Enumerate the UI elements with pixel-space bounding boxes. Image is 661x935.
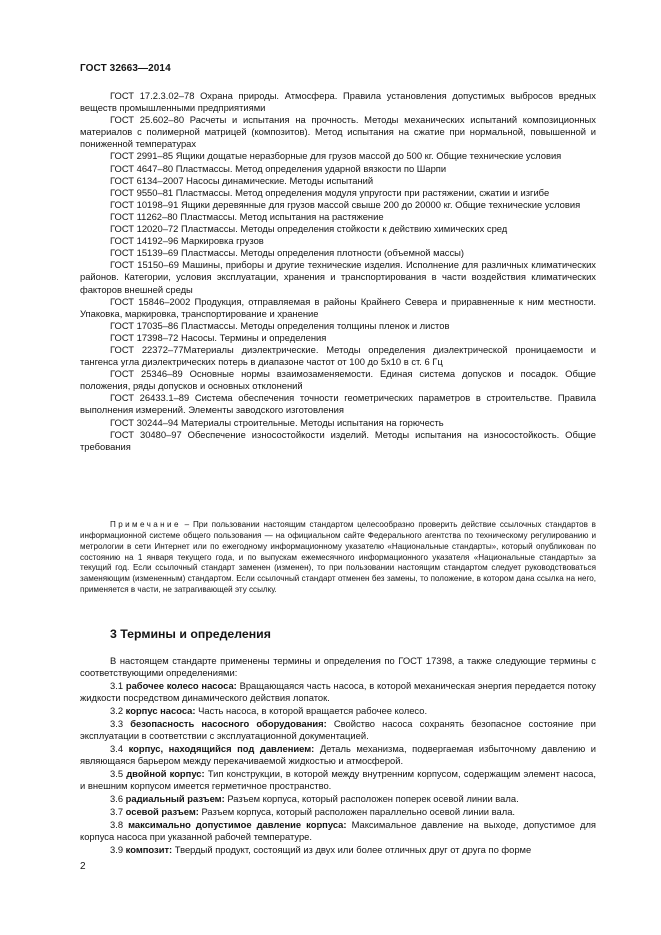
reference-item: ГОСТ 30480–97 Обеспечение износостойкости изделий. Методы испытания на износостойкость. Общие требования [80, 428, 596, 452]
term-number: 3.7 [110, 806, 124, 818]
reference-item: ГОСТ 25346–89 Основные нормы взаимозаменяемости. Единая система допусков и посадок. Общие положения, ряды допусков и основных отклонений [80, 368, 596, 392]
term-number: 3.5 [110, 768, 124, 780]
normative-references [80, 90, 596, 453]
term-number: 3.2 [110, 705, 124, 717]
reference-item: ГОСТ 17.2.3.02–78 Охрана природы. Атмосфера. Правила установления допустимых выбросов вредных веществ промышленными предприятиями [80, 90, 596, 114]
term-item [80, 793, 596, 805]
term-item [80, 680, 596, 704]
reference-item: ГОСТ 26433.1–89 Система обеспечения точности геометрических параметров в строительстве. Правила выполнения измерений. Элементы заводского изготовления [80, 392, 596, 416]
term-name: композит: [125, 844, 173, 856]
term-number: 3.9 [110, 844, 124, 856]
term-name: рабочее колесо насоса: [125, 680, 237, 692]
reference-item: ГОСТ 12020–72 Пластмассы. Методы определения стойкости к действию химических сред [110, 223, 508, 235]
terms-list [80, 655, 596, 857]
reference-item: ГОСТ 9550–81 Пластмассы. Метод определения модуля упругости при растяжении, сжатии и изгибе [110, 186, 550, 198]
term-item [80, 806, 596, 818]
term-number: 3.6 [110, 793, 124, 805]
term-item [80, 743, 596, 767]
term-name: осевой разъем: [125, 806, 199, 818]
term-name: радиальный разъем: [125, 793, 225, 805]
term-name: безопасность насосного оборудования: [130, 718, 327, 730]
note-text: – При пользовании настоящим стандартом целесообразно проверить действие ссылочных стандартов в информационной системе общего пользования — на официальном сайте Федерального агентства по техническому регулированию и метрологии в сети Интернет или по ежегодному информационному указателю «Национальные стандарты», который опубликован по состоянию на 1 января текущего года, и по выпускам ежемесячного информационного указателя «Национальные стандарты» за текущий год. Если ссылочный стандарт заменен (изменен), то при пользовании настоящим стандартом следует руководствоваться заменяющим (измененным) стандартом. Если ссылочный стандарт отменен без замены, то положение, в котором дана ссылка на него, применяется в части, не затрагивающей эту ссылку. [80, 520, 596, 595]
term-item [80, 819, 596, 843]
term-number: 3.4 [110, 743, 124, 755]
term-definition: Максимальное давление на выходе, допустимое для корпуса насоса при указанной рабочей температуре. [80, 819, 596, 843]
reference-item: ГОСТ 4647–80 Пластмассы. Метод определения ударной вязкости по Шарпи [110, 162, 447, 174]
reference-item: ГОСТ 15139–69 Пластмассы. Методы определения плотности (объемной массы) [110, 247, 465, 259]
note-block [80, 520, 596, 596]
term-definition: Вращающаяся часть насоса, в которой механическая энергия передается потоку жидкости посредством динамического действия лопаток. [80, 680, 596, 704]
reference-item: ГОСТ 17398–72 Насосы. Термины и определения [110, 331, 327, 343]
reference-item: ГОСТ 25.602–80 Расчеты и испытания на прочность. Методы механических испытаний композиционных материалов с полимерной матрицей (композитов). Метод испытания на сжатие при нормальной, повышенной и пониженной температурах [80, 114, 596, 150]
term-definition: Разъем корпуса, который расположен поперек осевой линии вала. [224, 793, 519, 805]
term-name: максимально допустимое давление корпуса: [128, 819, 347, 831]
term-item [80, 768, 596, 792]
reference-item: ГОСТ 14192–96 Маркировка грузов [110, 235, 264, 247]
note-paragraph [80, 520, 596, 596]
term-name: корпус насоса: [125, 705, 196, 717]
term-item [80, 844, 596, 856]
page-number: 2 [80, 861, 86, 872]
reference-item: ГОСТ 22372–77Материалы диэлектрические. Методы определения диэлектрической проницаемости и тангенса угла диэлектрических потерь в диапазоне частот от 100 до 5х10 в ст. 6 Гц [80, 343, 596, 368]
reference-item: ГОСТ 6134–2007 Насосы динамические. Методы испытаний [110, 174, 374, 186]
reference-item: ГОСТ 10198–91 Ящики деревянные для грузов массой свыше 200 до 20000 кг. Общие технические условия [110, 198, 581, 210]
document-header: ГОСТ 32663—2014 [80, 63, 171, 74]
term-number: 3.3 [110, 718, 124, 730]
section-intro: В настоящем стандарте применены термины и определения по ГОСТ 17398, а также следующие термины с соответствующими определениями: [80, 655, 596, 679]
reference-item: ГОСТ 17035–86 Пластмассы. Методы определения толщины пленок и листов [110, 319, 450, 331]
reference-item: ГОСТ 30244–94 Материалы строительные. Методы испытания на горючесть [110, 416, 444, 428]
term-number: 3.1 [110, 680, 124, 692]
term-definition: Разъем корпуса, который расположен параллельно осевой линии вала. [198, 806, 516, 818]
term-item [80, 705, 596, 717]
section-title: 3 Термины и определения [110, 627, 271, 641]
term-definition: Часть насоса, в которой вращается рабочее колесо. [195, 705, 428, 717]
reference-item: ГОСТ 15846–2002 Продукция, отправляемая в районы Крайнего Севера и приравненные к ним местности. Упаковка, маркировка, транспортирование и хранение [80, 295, 596, 319]
term-definition: Деталь механизма, подвергаемая избыточному давлению и являющаяся барьером между перекачиваемой жидкостью и атмосферой. [80, 743, 596, 767]
term-definition: Свойство насоса сохранять безопасное состояние при эксплуатации в соответствии с эксплуатационной документацией. [80, 718, 596, 742]
reference-item: ГОСТ 11262–80 Пластмассы. Метод испытания на растяжение [110, 210, 384, 222]
term-definition: Твердый продукт, состоящий из двух или более отличных друг от друга по форме [172, 844, 532, 856]
note-label: Примечание [110, 520, 181, 529]
reference-item: ГОСТ 15150–69 Машины, приборы и другие технические изделия. Исполнение для различных климатических районов. Категории, условия эксплуатации, хранения и транспортирования в части воздействия климатических факторов внешней среды [80, 259, 596, 295]
term-number: 3.8 [110, 819, 124, 831]
term-definition: Тип конструкции, в которой между внутренним корпусом, содержащим элемент насоса, и внешним корпусом имеется герметичное пространство. [80, 768, 596, 792]
term-name: корпус, находящийся под давлением: [128, 743, 315, 755]
term-item [80, 718, 596, 742]
reference-item: ГОСТ 2991–85 Ящики дощатые неразборные для грузов массой до 500 кг. Общие технические условия [110, 150, 562, 162]
term-name: двойной корпус: [126, 768, 205, 780]
